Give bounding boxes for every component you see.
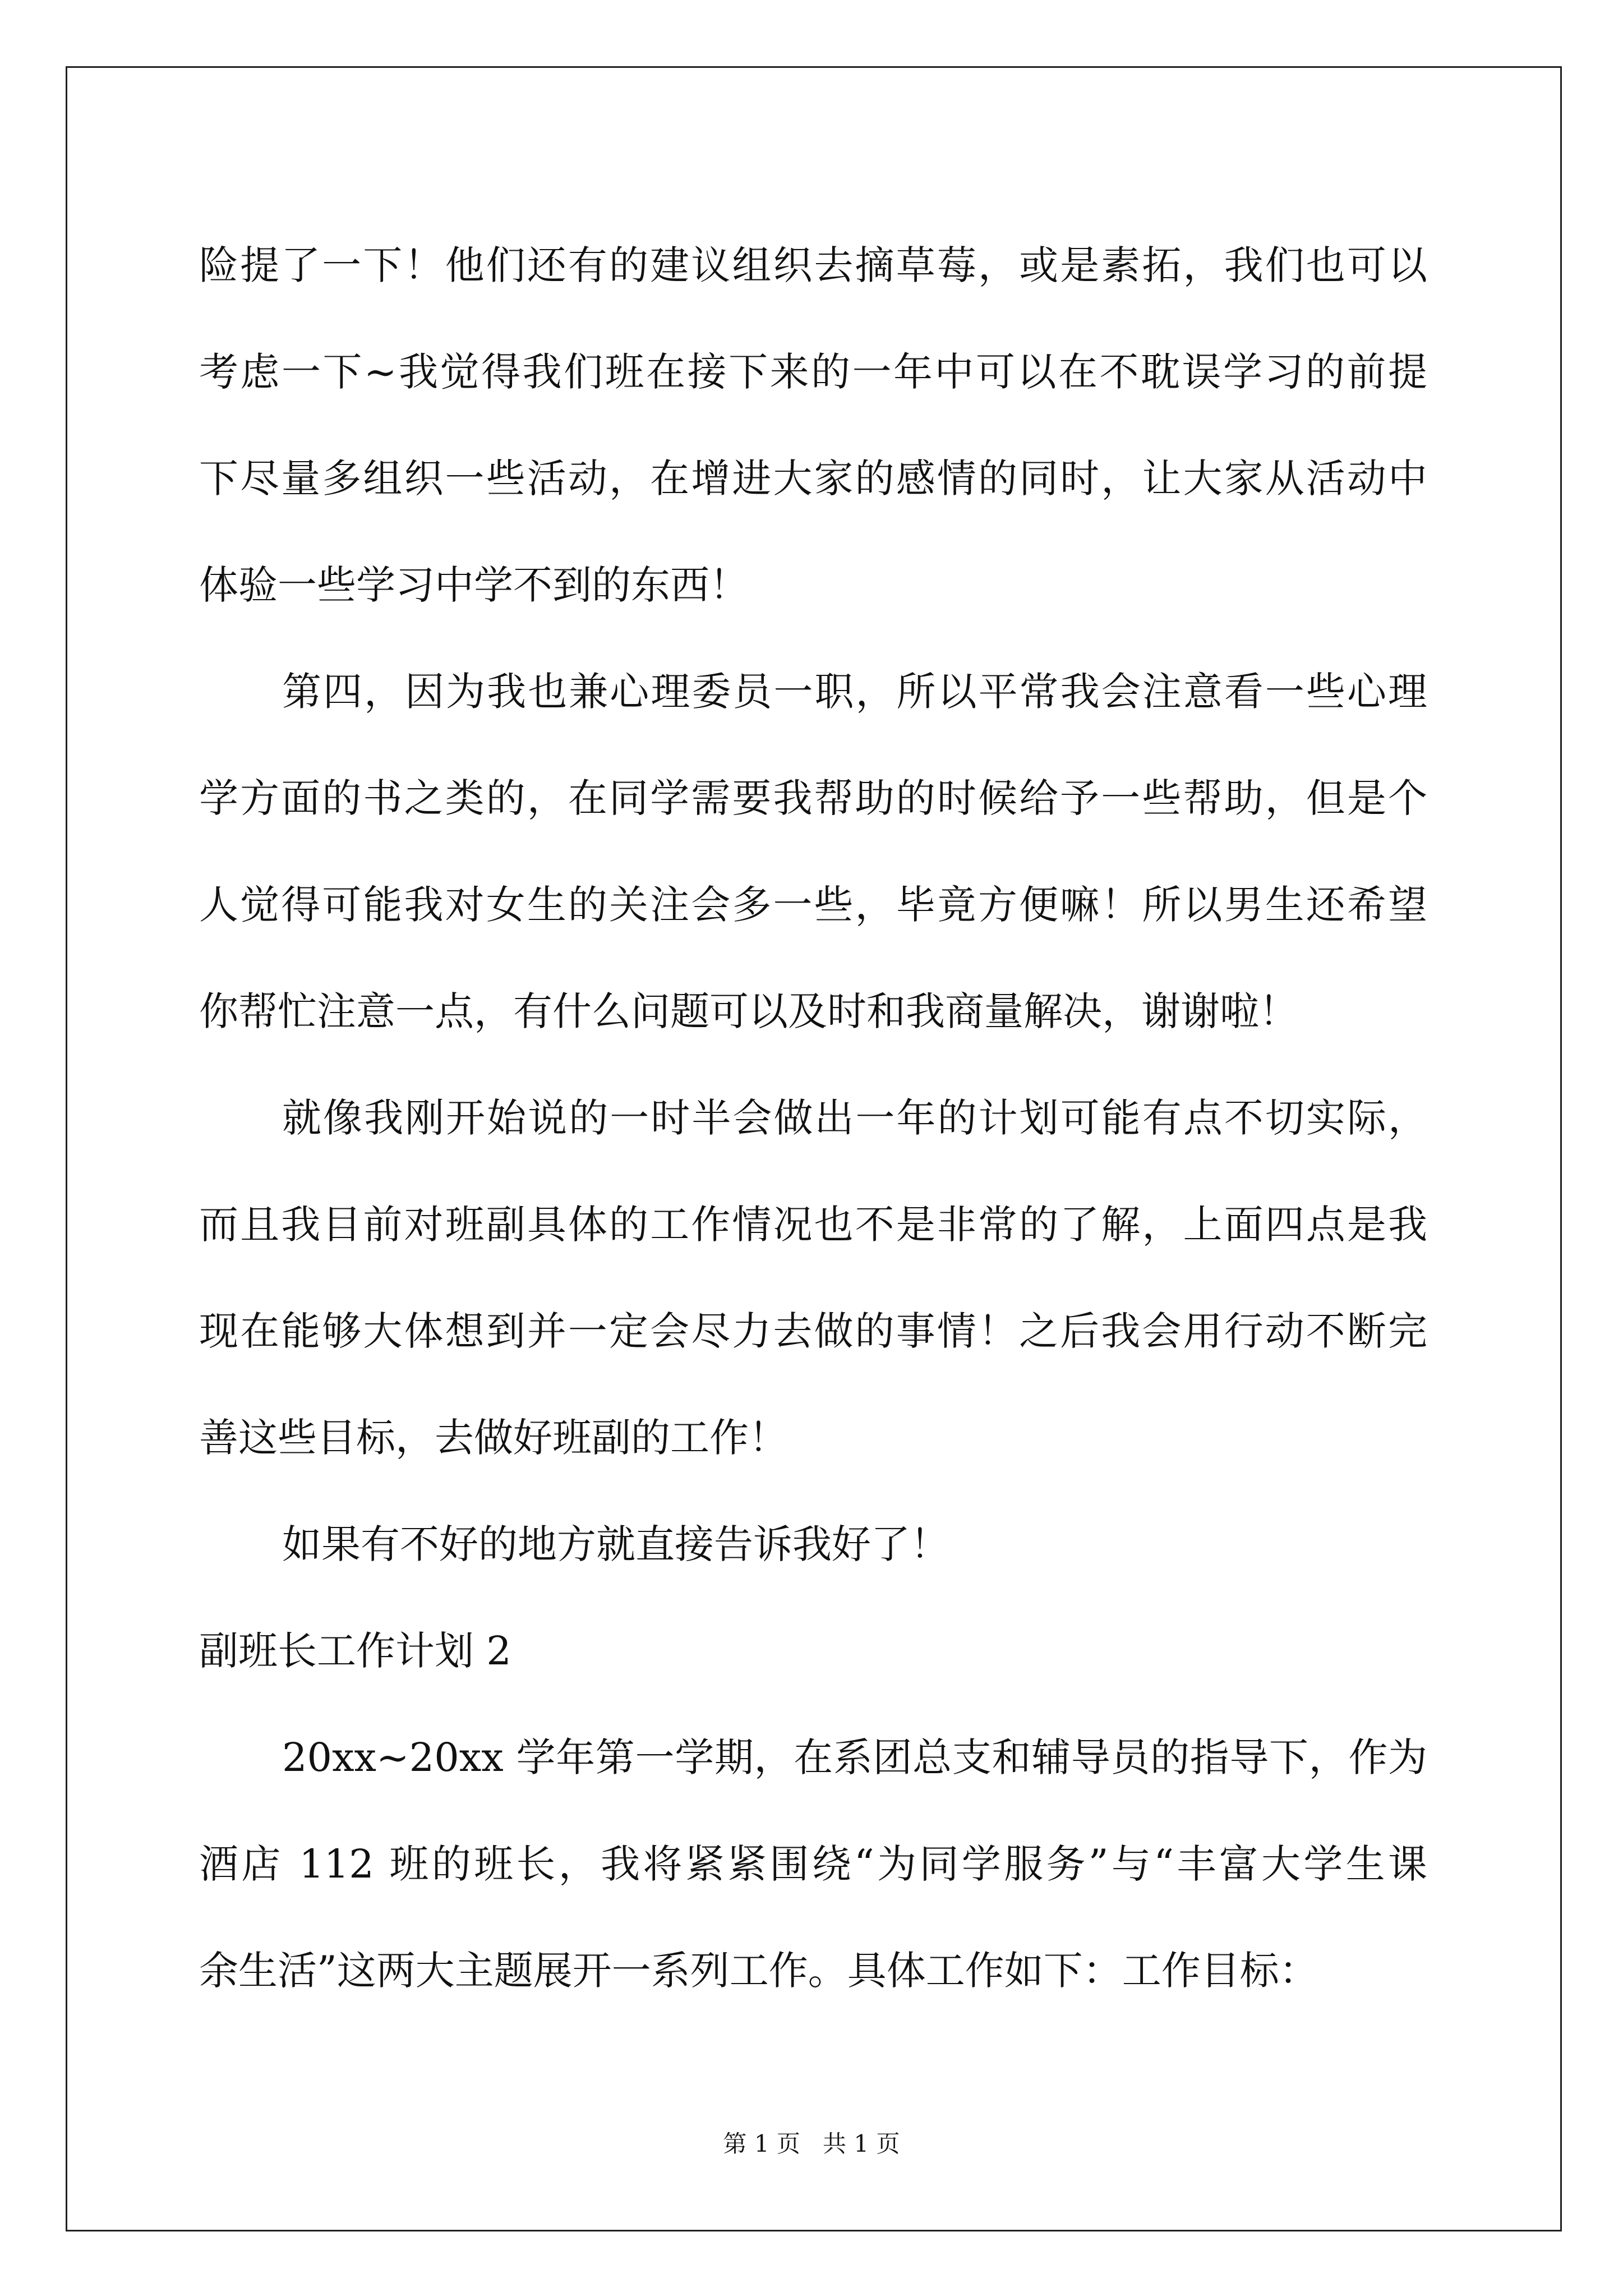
text-line: 余生活”这两大主题展开一系列工作。具体工作如下：工作目标： bbox=[199, 1948, 1318, 1994]
text-line: 险提了一下！他们还有的建议组织去摘草莓，或是素拓，我们也可以 bbox=[199, 242, 1427, 288]
text-line: 善这些目标，去做好班副的工作！ bbox=[199, 1415, 788, 1461]
text-line: 而且我目前对班副具体的工作情况也不是非常的了解，上面四点是我 bbox=[199, 1202, 1427, 1248]
text-line: 如果有不好的地方就直接告诉我好了！ bbox=[282, 1521, 949, 1567]
text-line: 学方面的书之类的，在同学需要我帮助的时候给予一些帮助，但是个 bbox=[199, 775, 1427, 821]
page-footer: 第 1 页 共 1 页 bbox=[723, 2130, 900, 2157]
text-line: 人觉得可能我对女生的关注会多一些，毕竟方便嘛！所以男生还希望 bbox=[199, 882, 1427, 928]
document-body bbox=[199, 212, 1427, 2024]
text-line: 体验一些学习中学不到的东西！ bbox=[199, 562, 749, 608]
text-line: 现在能够大体想到并一定会尽力去做的事情！之后我会用行动不断完 bbox=[199, 1308, 1427, 1354]
text-line: 20xx~20xx 学年第一学期，在系团总支和辅导员的指导下，作为 bbox=[282, 1734, 1427, 1780]
text-line: 下尽量多组织一些活动，在增进大家的感情的同时，让大家从活动中 bbox=[199, 455, 1427, 501]
text-line: 就像我刚开始说的一时半会做出一年的计划可能有点不切实际， bbox=[282, 1095, 1427, 1141]
text-line: 第四，因为我也兼心理委员一职，所以平常我会注意看一些心理 bbox=[282, 669, 1427, 715]
text-line: 考虑一下~我觉得我们班在接下来的一年中可以在不耽误学习的前提 bbox=[199, 349, 1427, 395]
section-heading: 副班长工作计划 2 bbox=[199, 1628, 511, 1674]
text-line: 酒店 112 班的班长，我将紧紧围绕“为同学服务”与“丰富大学生课 bbox=[199, 1841, 1427, 1887]
text-line: 你帮忙注意一点，有什么问题可以及时和我商量解决，谢谢啦！ bbox=[199, 988, 1298, 1034]
